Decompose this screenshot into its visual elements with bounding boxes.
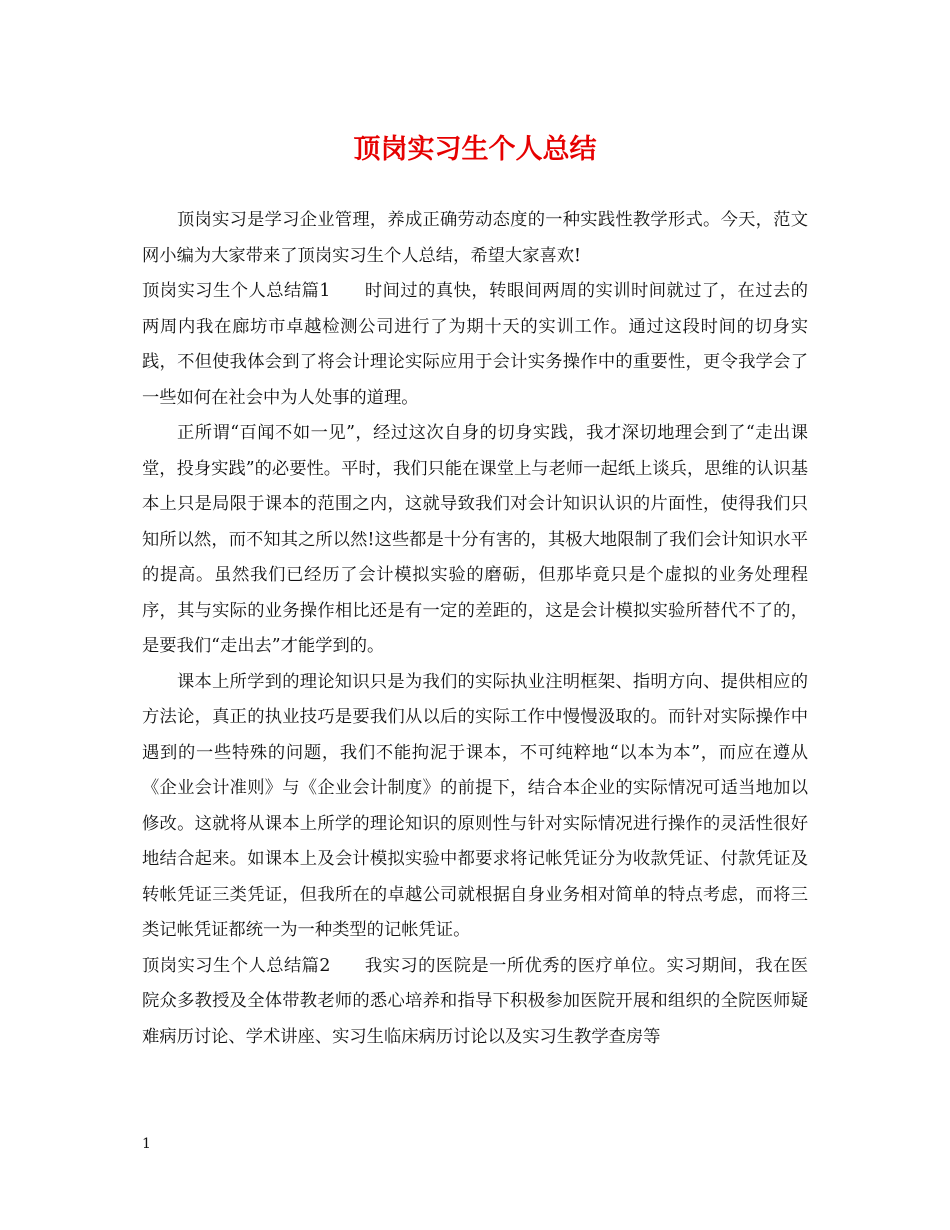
document-title: 顶岗实习生个人总结: [353, 134, 597, 165]
section-1-paragraph: [142, 274, 808, 416]
page-number: 1: [142, 1136, 151, 1152]
document-body: [142, 203, 808, 1055]
section-1-heading: 顶岗实习生个人总结篇1: [142, 281, 331, 301]
intro-paragraph: 顶岗实习是学习企业管理，养成正确劳动态度的一种实践性教学形式。今天，范文网小编为大家带来了顶岗实习生个人总结，希望大家喜欢!: [142, 210, 808, 266]
body-paragraph-2: 正所谓“百闻不如一见”，经过这次自身的切身实践，我才深切地理会到了“走出课堂，投身实践”的必要性。平时，我们只能在课堂上与老师一起纸上谈兵，思维的认识基本上只是局限于课本的范围之内，这就导致我们对会计知识认识的片面性，使得我们只知所以然，而不知其之所以然!这些都是十分有害的，其极大地限制了我们会计知识水平的提高。虽然我们已经历了会计模拟实验的磨砺，但那毕竟只是个虚拟的业务处理程序，其与实际的业务操作相比还是有一定的差距的，这是会计模拟实验所替代不了的，是要我们“走出去”才能学到的。: [142, 423, 808, 656]
section-2-text: 我实习的医院是一所优秀的医疗单位。实习期间，我在医院众多教授及全体带教老师的悉心培养和指导下积极参加医院开展和组织的全院医师疑难病历讨论、学术讲座、实习生临床病历讨论以及实习生教学查房等: [142, 955, 808, 1047]
section-2-paragraph: [142, 949, 808, 1056]
body-paragraph-3: 课本上所学到的理论知识只是为我们的实际执业注明框架、指明方向、提供相应的方法论，真正的执业技巧是要我们从以后的实际工作中慢慢汲取的。而针对实际操作中遇到的一些特殊的问题，我们不能拘泥于课本，不可纯粹地“以本为本”，而应在遵从《企业会计准则》与《企业会计制度》的前提下，结合本企业的实际情况可适当地加以修改。这就将从课本上所学的理论知识的原则性与针对实际情况进行操作的灵活性很好地结合起来。如课本上及会计模拟实验中都要求将记帐凭证分为收款凭证、付款凭证及转帐凭证三类凭证，但我所在的卓越公司就根据自身业务相对简单的特点考虑，而将三类记帐凭证都统一为一种类型的记帐凭证。: [142, 671, 808, 940]
section-1-text: 时间过的真快，转眼间两周的实训时间就过了，在过去的两周内我在廊坊市卓越检测公司进行了为期十天的实训工作。通过这段时间的切身实践，不但使我体会到了将会计理论实际应用于会计实务操作中的重要性，更令我学会了一些如何在社会中为人处事的道理。: [142, 281, 808, 408]
section-2-heading: 顶岗实习生个人总结篇2: [142, 955, 331, 976]
